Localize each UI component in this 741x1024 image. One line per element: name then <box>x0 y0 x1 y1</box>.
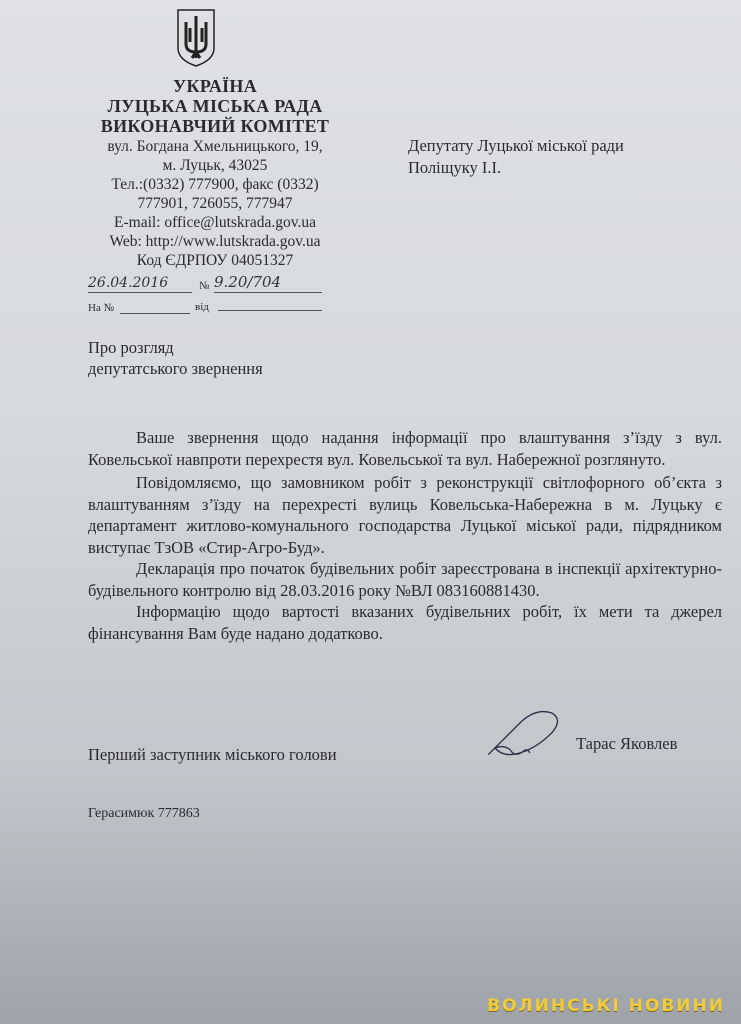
letterhead-phone-1: Тел.:(0332) 777900, факс (0332) <box>111 176 319 193</box>
letterhead-council: ЛУЦЬКА МІСЬКА РАДА <box>107 96 323 116</box>
paragraph: Ваше звернення щодо надання інформації про влаштування з’їзду з вул. Ковельської навпроти перехрестя вул. Ковельської та вул. Набережної розглянуто. <box>88 428 722 469</box>
letterhead-phone-2: 777901, 726055, 777947 <box>137 195 293 212</box>
letterhead-email: E-mail: office@lutskrada.gov.ua <box>114 214 316 231</box>
number-label: № <box>199 280 210 292</box>
recipient-line-2: Поліщуку І.І. <box>408 158 502 177</box>
outgoing-number-field <box>214 273 322 293</box>
letterhead-code: Код ЄДРПОУ 04051327 <box>136 252 294 269</box>
handwritten-date: 26.04.2016 <box>88 275 169 291</box>
recipient-line-1: Депутату Луцької міської ради <box>408 136 624 155</box>
handwritten-number: 9.20/704 <box>214 273 282 291</box>
subject-line-1: Про розгляд <box>88 338 174 357</box>
paragraph: Інформацію щодо вартості вказаних будівельних робіт, їх мети та джерел фінансування Вам буде надано додатково. <box>88 602 722 643</box>
handwritten-signature <box>470 700 570 775</box>
letterhead-address-2: м. Луцьк, 43025 <box>162 157 268 174</box>
trident-coat-of-arms-icon <box>176 8 216 68</box>
letter-body <box>88 427 722 644</box>
reference-number-label: На № <box>88 302 115 314</box>
signatory-name: Тарас Яковлев <box>576 734 678 753</box>
letterhead-country: УКРАЇНА <box>172 76 258 96</box>
executor-info: Герасимюк 777863 <box>88 806 200 821</box>
signatory-position: Перший заступник міського голови <box>88 745 337 764</box>
paragraph: Декларація про початок будівельних робіт зареєстрована в інспекції архітектурно-будівельного контролю від 28.03.2016 року №ВЛ 083160881430. <box>88 559 722 600</box>
reference-number-field <box>120 313 190 314</box>
letterhead-address-1: вул. Богдана Хмельницького, 19, <box>107 138 323 155</box>
outgoing-date-field <box>88 274 192 293</box>
news-watermark: ВОЛИНСЬКІ НОВИНИ <box>487 996 725 1016</box>
reference-date-field <box>218 310 322 311</box>
letterhead-committee: ВИКОНАВЧИЙ КОМІТЕТ <box>100 116 330 136</box>
paragraph: Повідомляємо, що замовником робіт з реконструкції світлофорного об’єкта з влаштуванням з’їзду на перехресті вулиць Ковельська-Набережна в м. Луцьку є департамент житлово-комунального господарства Луцької міської ради, підрядником виступає ТзОВ «Стир-Агро-Буд». <box>88 473 722 557</box>
letterhead-web: Web: http://www.lutskrada.gov.ua <box>109 233 321 250</box>
reference-date-label: від <box>195 301 209 313</box>
subject-line-2: депутатського звернення <box>88 359 263 378</box>
